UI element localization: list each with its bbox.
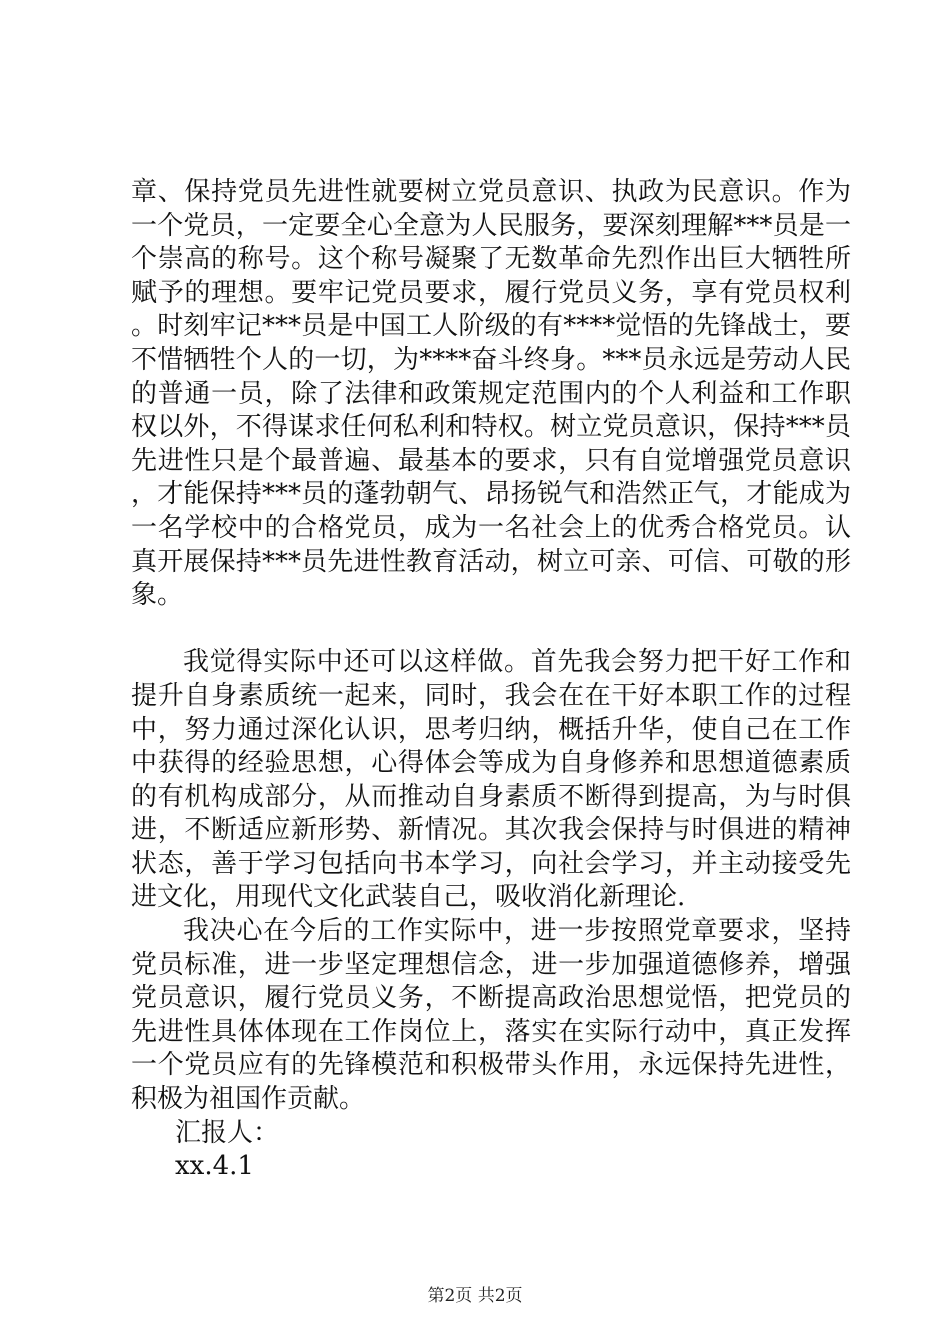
paragraph-1: 章、保持党员先进性就要树立党员意识、执政为民意识。作为一个党员，一定要全心全意为人民服务，要深刻理解***员是一个崇高的称号。这个称号凝聚了无数革命先烈作出巨大牺牲所赋予的理想。要牢记党员要求，履行党员义务，享有党员权利。时刻牢记***员是中国工人阶级的有****觉悟的先锋战士，要不惜牺牲个人的一切，为****奋斗终身。***员永远是劳动人民的普通一员，除了法律和政策规定范围内的个人利益和工作职权以外，不得谋求任何私利和特权。树立党员意识，保持***员先进性只是个最普遍、最基本的要求，只有自觉增强党员意识，才能保持***员的蓬勃朝气、昂扬锐气和浩然正气，才能成为一名学校中的合格党员，成为一名社会上的优秀合格党员。认真开展保持***员先进性教育活动，树立可亲、可信、可敬的形象。 <box>131 177 851 611</box>
paragraph-3: 我决心在今后的工作实际中，进一步按照党章要求，坚持党员标准，进一步坚定理想信念，进一步加强道德修养，增强党员意识，履行党员义务，不断提高政治思想觉悟，把党员的先进性具体体现在工作岗位上，落实在实际行动中，真正发挥一个党员应有的先锋模范和积极带头作用，永远保持先进性，积极为祖国作贡献。 <box>131 916 851 1115</box>
paragraph-gap <box>131 613 851 647</box>
document-body <box>131 176 851 1184</box>
report-date: xx.4.1 <box>175 1151 254 1182</box>
page-footer: 第2页 共2页 <box>427 1286 523 1306</box>
reporter-label: 汇报人： <box>175 1117 280 1148</box>
paragraph-2: 我觉得实际中还可以这样做。首先我会努力把干好工作和提升自身素质统一起来，同时，我会在在干好本职工作的过程中，努力通过深化认识，思考归纳，概括升华，使自己在工作中获得的经验思想，心得体会等成为自身修养和思想道德素质的有机构成部分，从而推动自身素质不断得到提高，为与时俱进，不断适应新形势、新情况。其次我会保持与时俱进的精神状态，善于学习包括向书本学习，向社会学习，并主动接受先进文化，用现代文化武装自己，吸收消化新理论. <box>131 647 851 913</box>
